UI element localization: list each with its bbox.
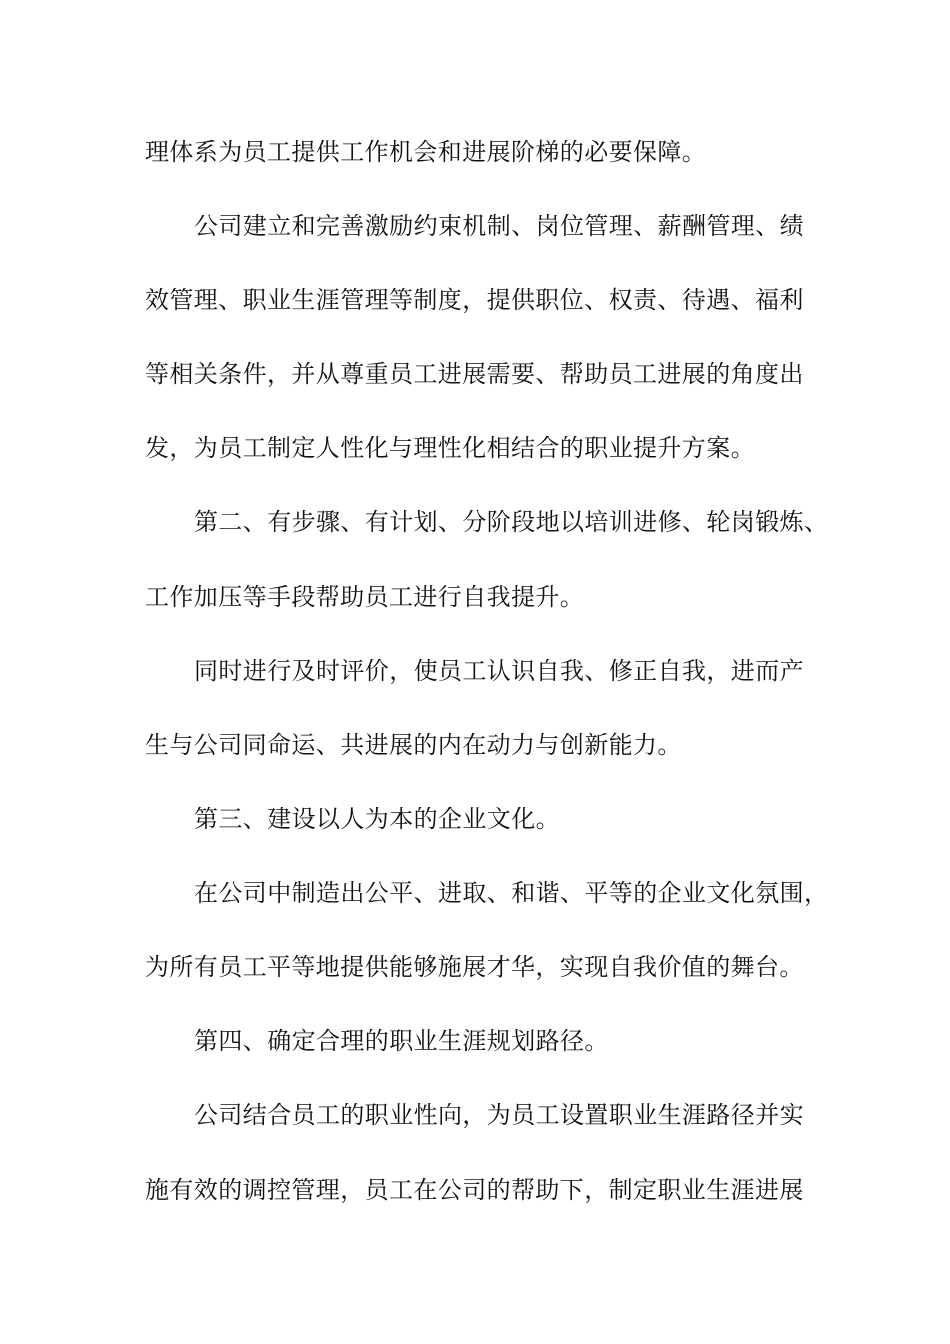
paragraph-first-line: 同时进行及时评价，使员工认识自我、修正自我，进而产	[194, 657, 804, 685]
paragraph-first-line: 第四、确定合理的职业生涯规划路径。	[194, 1027, 609, 1055]
text-line: 理体系为员工提供工作机会和进展阶梯的必要保障。	[145, 138, 707, 166]
text-line: 工作加压等手段帮助员工进行自我提升。	[145, 583, 585, 611]
text-line: 生与公司同命运、共进展的内在动力与创新能力。	[145, 731, 682, 759]
text-line: 施有效的调控管理，员工在公司的帮助下，制定职业生涯进展	[145, 1176, 804, 1204]
paragraph-first-line: 第三、建设以人为本的企业文化。	[194, 805, 560, 833]
paragraph-first-line: 公司结合员工的职业性向，为员工设置职业生涯路径并实	[194, 1101, 804, 1129]
text-line: 等相关条件，并从尊重员工进展需要、帮助员工进展的角度出	[145, 360, 804, 388]
paragraph-first-line: 公司建立和完善激励约束机制、岗位管理、薪酬管理、绩	[194, 212, 804, 240]
text-line: 发，为员工制定人性化与理性化相结合的职业提升方案。	[145, 434, 755, 462]
text-line: 为所有员工平等地提供能够施展才华，实现自我价值的舞台。	[145, 953, 804, 981]
paragraph-first-line: 在公司中制造出公平、进取、和谐、平等的企业文化氛围，	[194, 879, 829, 907]
paragraph-first-line: 第二、有步骤、有计划、分阶段地以培训进修、轮岗锻炼、	[194, 508, 829, 536]
text-line: 效管理、职业生涯管理等制度，提供职位、权责、待遇、福利	[145, 286, 804, 314]
